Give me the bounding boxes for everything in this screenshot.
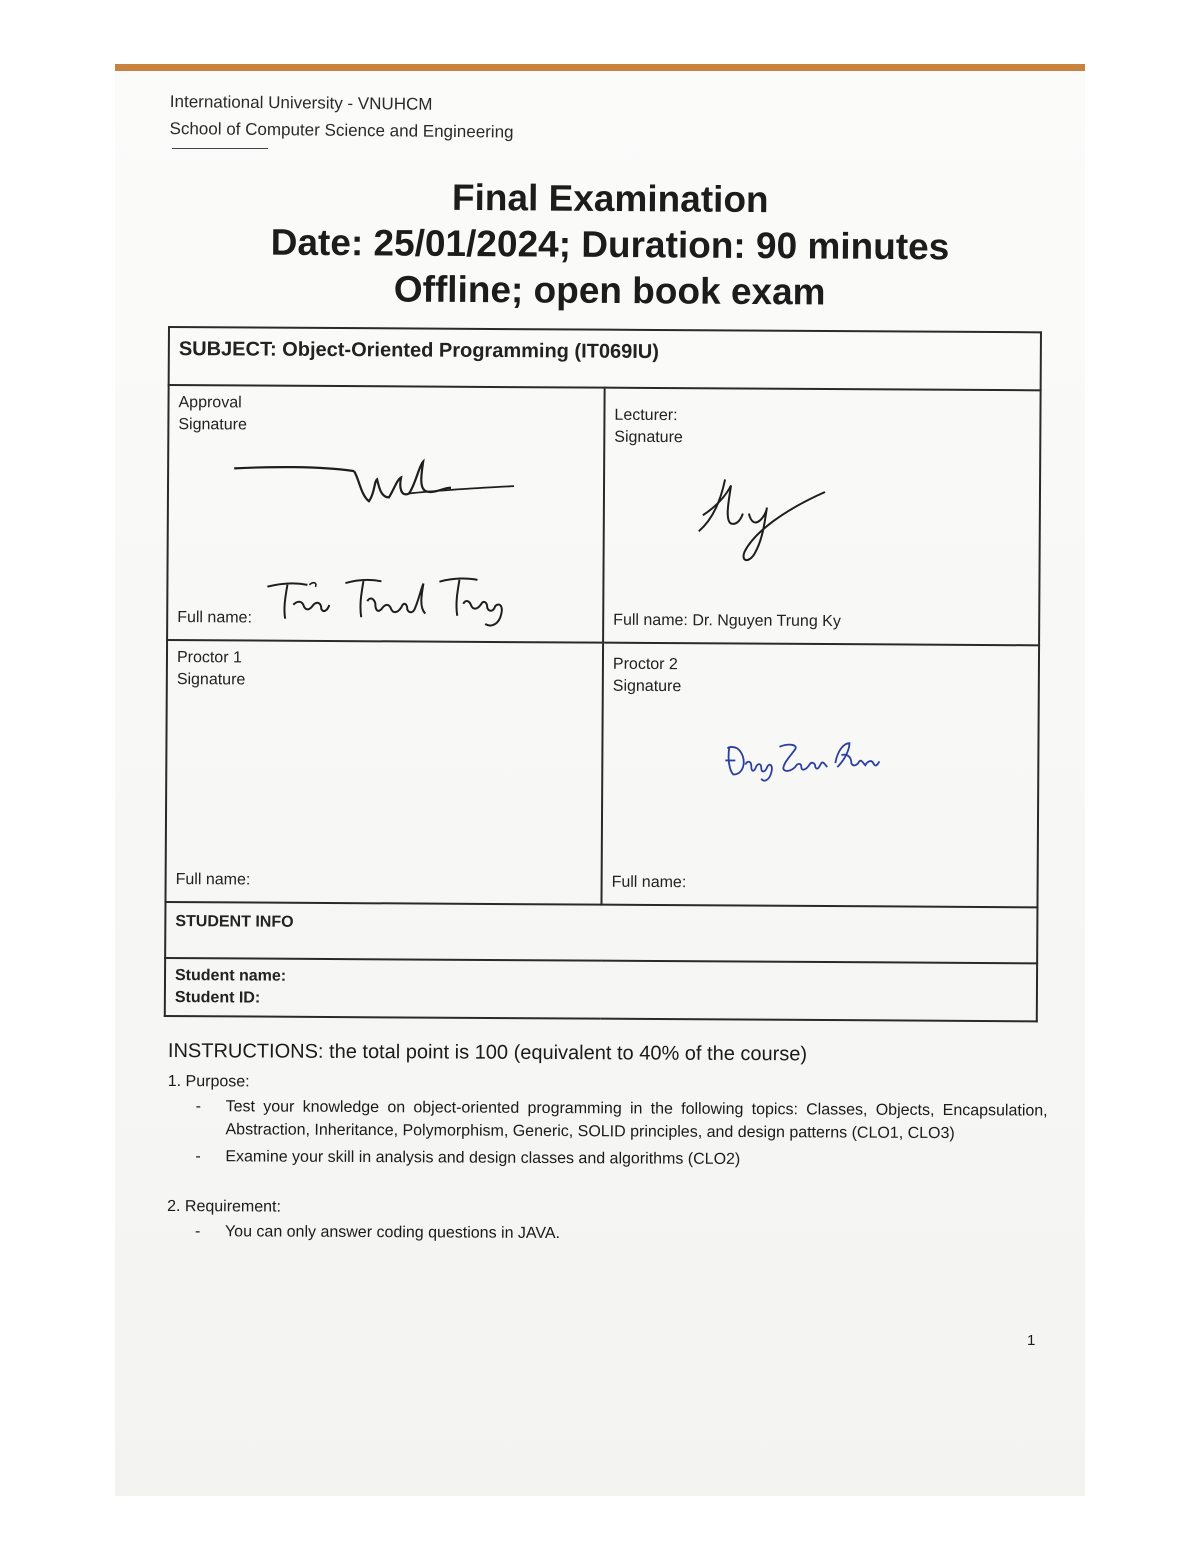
purpose-list <box>167 1095 1047 1173</box>
header-divider <box>172 148 268 149</box>
student-info-text: STUDENT INFO <box>175 913 294 931</box>
list-item: - You can only answer coding questions in JAVA. <box>195 1220 1047 1247</box>
title-line-1: Final Examination <box>451 176 769 221</box>
list-item: - Examine your skill in analysis and design classes and algorithms (CLO2) <box>195 1145 1047 1172</box>
approval-fullname-handwriting <box>263 575 513 633</box>
purpose-title: 1. Purpose: <box>167 1072 250 1091</box>
title-line-2: Date: 25/01/2024; Duration: 90 minutes <box>270 221 950 268</box>
institution-header <box>169 88 514 146</box>
instructions-title: INSTRUCTIONS: the total point is 100 (equivalent to 40% of the course) <box>167 1040 808 1066</box>
proctor2-cell <box>601 643 1039 908</box>
lecturer-signature-label: Signature <box>614 428 683 447</box>
student-name-label: Student name: <box>174 967 287 985</box>
proctor1-cell <box>165 640 603 905</box>
exam-title <box>200 173 1021 317</box>
proctor2-fullname-label: Full name: <box>611 873 687 892</box>
requirement-title: 2. Requirement: <box>167 1197 282 1216</box>
lecturer-fullname: Full name: Dr. Nguyen Trung Ky <box>613 611 841 631</box>
approval-fullname-label: Full name: <box>177 609 252 627</box>
proctor2-label: Proctor 2 <box>612 655 678 674</box>
proctor2-signature <box>723 736 883 785</box>
approval-signature-label: Signature <box>178 416 247 434</box>
approval-cell <box>167 385 605 643</box>
list-item: - Test your knowledge on object-oriented programming in the following topics: Classes, Objects, Encapsulation, Abstraction, Inheritance, Polymorphism, Generic, SOLID principles, and design patterns (CLO1, CLO3) <box>195 1095 1047 1145</box>
proctor2-signature-label: Signature <box>612 677 682 696</box>
requirement-list <box>167 1220 1047 1248</box>
proctor1-label: Proctor 1 <box>176 649 242 667</box>
approval-signature <box>229 456 519 518</box>
subject-cell <box>169 327 1041 390</box>
instructions-section <box>167 1040 1048 1252</box>
subject-text: SUBJECT: Object-Oriented Programming (IT069IU) <box>178 338 659 363</box>
proctor1-signature-label: Signature <box>176 671 246 689</box>
title-line-3: Offline; open book exam <box>393 268 826 313</box>
student-details-cell <box>165 958 1037 1021</box>
school-name: School of Computer Science and Engineering <box>169 118 514 142</box>
lecturer-cell <box>603 388 1041 646</box>
student-id-label: Student ID: <box>174 989 261 1007</box>
lecturer-label: Lecturer: <box>614 406 678 425</box>
page-number: 1 <box>1027 1332 1036 1349</box>
exam-info-table <box>164 326 1042 1022</box>
institution-name: International University - VNUHCM <box>169 91 433 114</box>
proctor1-fullname-label: Full name: <box>175 871 251 889</box>
approval-label: Approval <box>178 394 242 412</box>
student-info-header <box>165 902 1037 963</box>
lecturer-signature <box>695 469 836 570</box>
